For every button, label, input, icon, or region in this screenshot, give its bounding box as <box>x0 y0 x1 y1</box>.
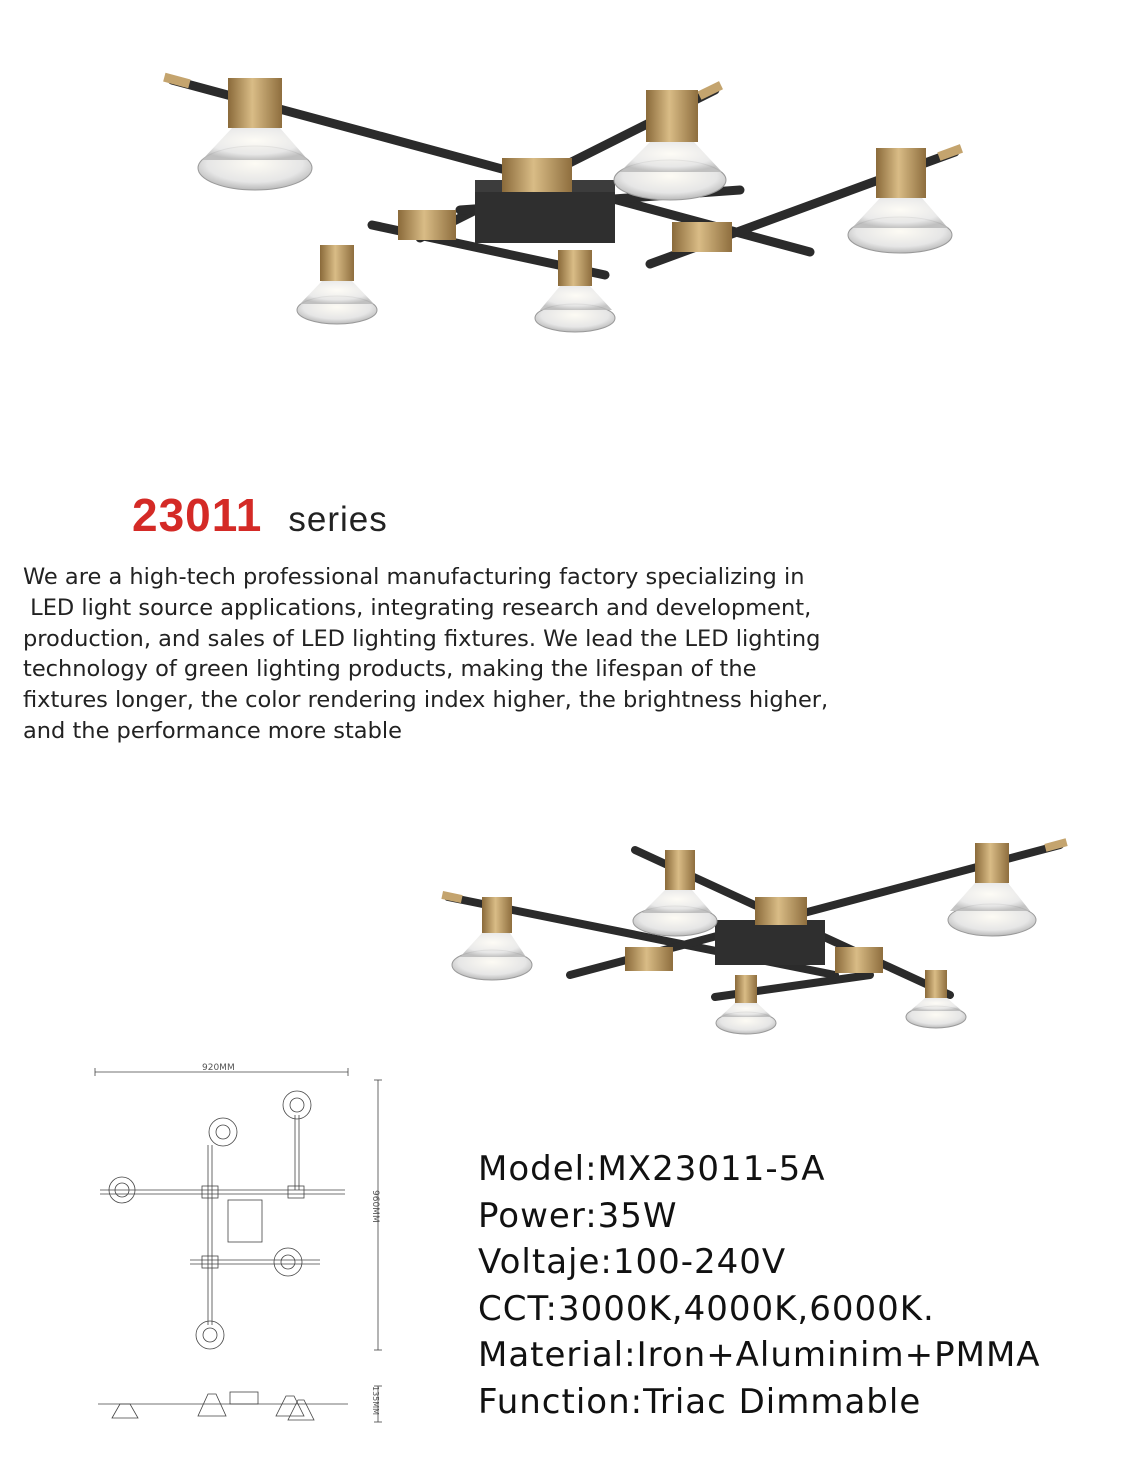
product-image-top <box>150 60 980 360</box>
description-line: LED light source applications, integrating research and development, <box>23 594 812 621</box>
spec-material: Material:Iron+Aluminim+PMMA <box>478 1335 1041 1375</box>
description-line: production, and sales of LED lighting fixtures. We lead the LED lighting <box>23 625 821 652</box>
depth-dimension: 135MM <box>371 1386 380 1416</box>
description-line: We are a high-tech professional manufacturing factory specializing in <box>23 564 805 590</box>
series-number: 23011 <box>132 489 263 541</box>
spec-model: Model:MX23011-5A <box>478 1149 826 1189</box>
height-dimension: 960MM <box>370 1190 380 1223</box>
spec-voltage: Voltaje:100-240V <box>478 1242 787 1282</box>
description-line: fixtures longer, the color rendering index higher, the brightness higher, <box>23 687 829 714</box>
description-line: and the performance more stable <box>23 717 402 744</box>
spec-list <box>478 1146 1098 1425</box>
product-image-bottom <box>430 825 1080 1055</box>
company-description <box>23 562 883 747</box>
spec-function: Function:Triac Dimmable <box>478 1381 922 1422</box>
spec-power: Power:35W <box>478 1195 678 1236</box>
series-title <box>132 488 388 542</box>
series-word: series <box>288 500 388 539</box>
dimension-drawing <box>90 1060 390 1440</box>
width-dimension: 920MM <box>202 1063 235 1073</box>
spec-cct: CCT:3000K,4000K,6000K. <box>478 1288 935 1329</box>
description-line: technology of green lighting products, making the lifespan of the <box>23 656 757 683</box>
